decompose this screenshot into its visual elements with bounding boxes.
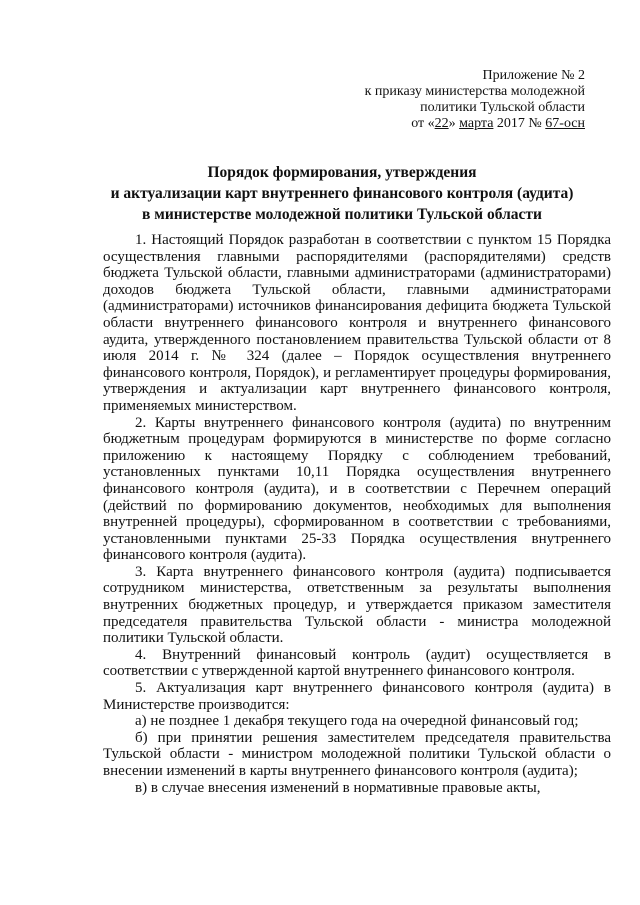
paragraph-1: 1. Настоящий Порядок разработан в соответствии с пунктом 15 Порядка осуществления главными распорядителями (распорядителями) средств бюджета Тульской области, главными администраторами (администраторами) доходов бюджета Тульской области, главными администраторами (администраторами) источников финансирования дефицита бюджета Тульской области внутреннего финансового контроля и внутреннего финансового аудита, утвержденного постановлением правительства Тульской области от 8 июля 2014 г. № 324 (далее – Порядок осуществления внутреннего финансового контроля, Порядок), и регламентирует процедуры формирования, утверждения и актуализации карт внутреннего финансового контроля, применяемых министерством. <box>103 232 611 414</box>
appendix-order-reference: к приказу министерства молодежной <box>364 84 585 99</box>
order-number: 67-осн <box>545 116 585 131</box>
title-line-1: Порядок формирования, утверждения <box>207 164 477 181</box>
date-day: 22 <box>434 116 449 131</box>
appendix-header <box>355 68 585 132</box>
paragraph-3: 3. Карта внутреннего финансового контроля (аудита) подписывается сотрудником министерства, ответственным за результаты выполнения внутренних бюджетных процедур, и утверждается приказом заместителя председателя правительства Тульской области - министра молодежной политики Тульской области. <box>103 563 611 647</box>
paragraph-4: 4. Внутренний финансовый контроль (аудит) осуществляется в соответствии с утвержденной картой внутреннего финансового контроля. <box>103 646 611 680</box>
date-month: марта <box>459 116 494 131</box>
document-body <box>103 232 611 796</box>
date-mid: » <box>448 116 456 131</box>
appendix-number: Приложение № 2 <box>482 68 585 83</box>
appendix-ministry-name: политики Тульской области <box>420 100 585 115</box>
appendix-date-line <box>355 116 585 132</box>
list-item-a: а) не позднее 1 декабря текущего года на очередной финансовый год; <box>135 713 579 730</box>
title-line-2: и актуализации карт внутреннего финансового контроля (аудита) <box>110 185 574 202</box>
document-title <box>72 162 612 225</box>
list-item-c: в) в случае внесения изменений в нормативные правовые акты, <box>135 779 541 796</box>
list-item-b: б) при принятии решения заместителем председателя правительства Тульской области - министром молодежной политики Тульской области о внесении изменений в карты внутреннего финансового контроля (аудита); <box>103 729 611 779</box>
date-prefix: от « <box>411 116 435 131</box>
paragraph-2: 2. Карты внутреннего финансового контроля (аудита) по внутренним бюджетным процедурам формируются в министерстве по форме согласно приложению к настоящему Порядку с соблюдением требований, установленных пунктами 10,11 Порядка осуществления внутреннего финансового контроля (аудита), и в соответствии с Перечнем операций (действий по формированию документов, необходимых для выполнения внутренней процедуры), сформированном в соответствии с требованиями, установленными пунктами 25-33 Порядка осуществления внутреннего финансового контроля (аудита). <box>103 414 611 564</box>
title-line-3: в министерстве молодежной политики Тульской области <box>142 206 542 223</box>
paragraph-5: 5. Актуализация карт внутреннего финансового контроля (аудита) в Министерстве производится: <box>103 680 611 713</box>
date-year: 2017 № <box>496 116 542 131</box>
